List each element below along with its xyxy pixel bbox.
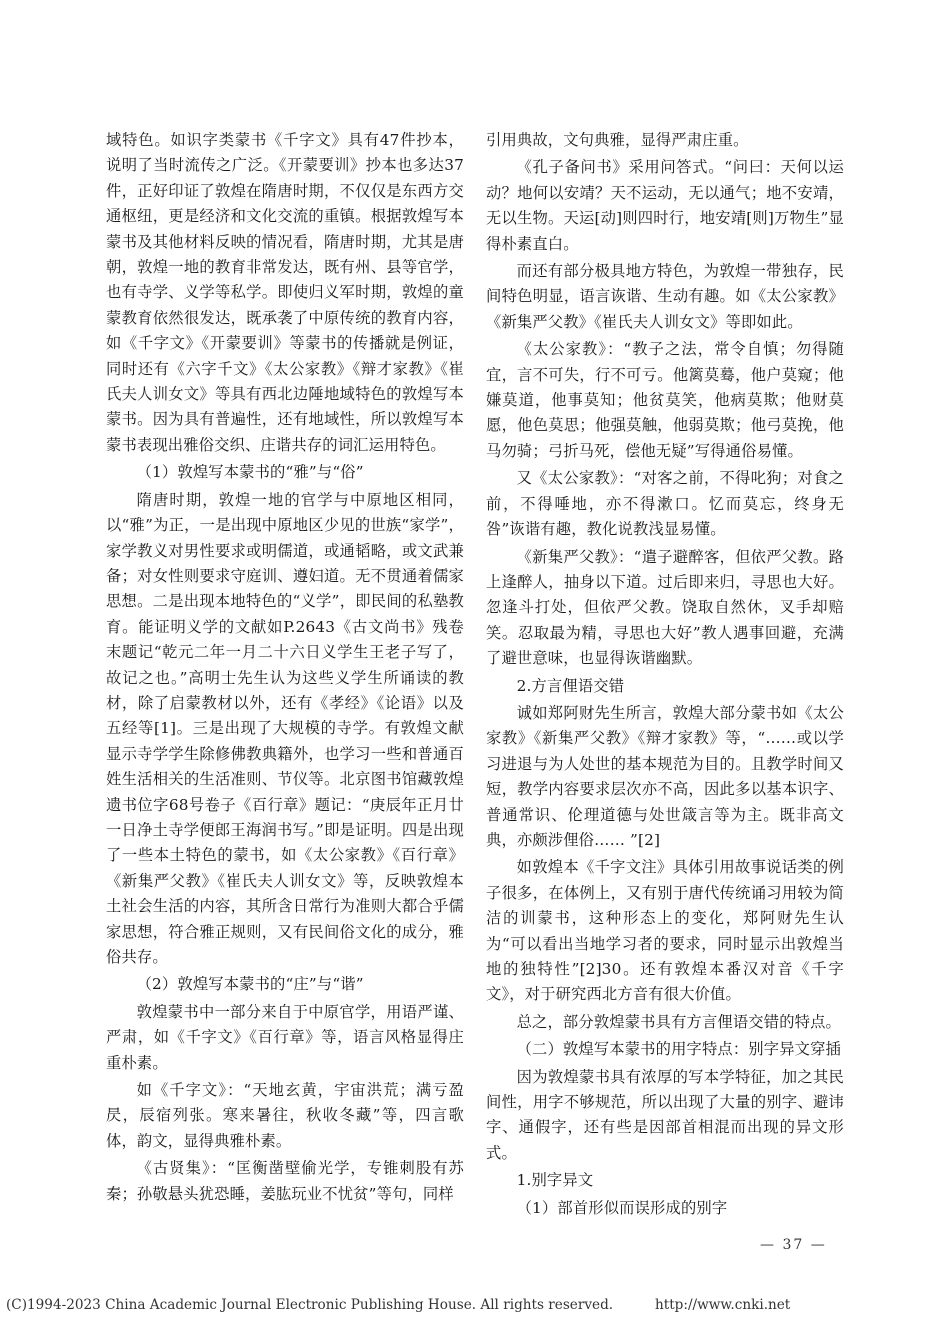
paragraph: 总之，部分敦煌蒙书具有方言俚语交错的特点。 [516,1012,841,1031]
paragraph: 《新集严父教》：“遣子避醉客，但依严父教。路上逢醉人，抽身以下道。过后即来归，寻思也大好。忽逢斗打处，但依严父教。饶取自然休，叉手却赔笑。忍取最为精，寻思也大好”教人遇事回避，充满了避世意味，也显得诙谐幽默。 [486,547,844,668]
paragraph: 2.方言俚语交错 [516,676,625,695]
paragraph: 诚如郑阿财先生所言，敦煌大部分蒙书如《太公家教》《新集严父教》《辩才家教》等，“……或以学习进退与为人处世的基本规范为目的。且教学时间又短，教学内容要求层次亦不高，因此多以基本识字、普通常识、伦理道德与处世箴言等为主。既非高文典，亦颇涉俚俗…… ”[2] [486,703,844,849]
paragraph: 《孔子备问书》采用问答式。“问曰：天何以运动？地何以安靖？天不运动，无以通气；地不安靖，无以生物。天运[动]则四时行，地安靖[则]万物生”显得朴素直白。 [486,158,844,253]
paragraph: 《古贤集》：“匡衡凿壁偷光学，专锥刺股有苏秦；孙敬悬头犹恐睡，姜肱玩业不忧贫”等句，同样 [106,1159,464,1203]
paragraph: 《太公家教》：“教子之法，常令自慎；勿得随宜，言不可失，行不可亏。他篱莫蓦，他户莫窥；他嫌莫道，他事莫知；他贫莫笑，他病莫欺；他财莫愿，他色莫思；他强莫触，他弱莫欺；他弓莫挽，他马勿骑；弓折马死，偿他无疑”写得通俗易懂。 [486,340,844,460]
paragraph: 又《太公家教》：“对客之前，不得叱狗；对食之前，不得唾地，亦不得漱口。忆而莫忘，终身无咎”诙谐有趣，教化说教浅显易懂。 [486,469,844,539]
paragraph: （二）敦煌写本蒙书的用字特点：别字异文穿插 [516,1040,841,1059]
left-column [106,128,464,1209]
cnki-link[interactable]: http://www.cnki.net [655,1297,791,1313]
paragraph: 如敦煌本《千字文注》具体引用故事说话类的例子很多，在体例上，又有别于唐代传统诵习用较为简洁的训蒙书，这种形态上的变化，郑阿财先生认为“可以看出当地学习者的要求，同时显示出敦煌当地的独特性”[2]30。还有敦煌本番汉对音《千字文》，对于研究西北方音有很大价值。 [486,858,844,1004]
right-column [486,128,844,1223]
copyright-notice: (C)1994-2023 China Academic Journal Electronic Publishing House. All rights reserved. [6,1297,614,1313]
paragraph: 因为敦煌蒙书具有浓厚的写本学特征，加之其民间性，用字不够规范，所以出现了大量的别字、避讳字、通假字，还有些是因部首相混而出现的异文形式。 [486,1067,844,1162]
paragraph: 引用典故，文句典雅，显得严肃庄重。 [486,131,749,149]
paragraph: 域特色。如识字类蒙书《千字文》具有47件抄本，说明了当时流传之广泛。《开蒙要训》抄本也多达37件，正好印证了敦煌在隋唐时期，不仅仅是东西方交通枢纽，更是经济和文化交流的重镇。根据敦煌写本蒙书及其他材料反映的情况看，隋唐时期，尤其是唐朝，敦煌一地的教育非常发达，既有州、县等官学，也有寺学、义学等私学。即使归义军时期，敦煌的童蒙教育依然很发达，既承袭了中原传统的教育内容，如《千字文》《开蒙要训》等蒙书的传播就是例证，同时还有《六字千文》《太公家教》《辩才家教》《崔氏夫人训女文》等具有西北边陲地域特色的敦煌写本蒙书。因为具有普遍性，还有地域性，所以敦煌写本蒙书表现出雅俗交织、庄谐共存的词汇运用特色。 [106,131,464,454]
page-number: — 37 — [760,1237,827,1253]
paragraph: 而还有部分极具地方特色，为敦煌一带独存，民间特色明显，语言诙谐、生动有趣。如《太公家教》《新集严父教》《崔氏夫人训女文》等即如此。 [486,262,844,331]
paragraph: 敦煌蒙书中一部分来自于中原官学，用语严谨、严肃，如《千字文》《百行章》等，语言风格显得庄重朴素。 [106,1002,464,1072]
paragraph: 隋唐时期，敦煌一地的官学与中原地区相同，以“雅”为正，一是出现中原地区少见的世族“家学”，家学教义对男性要求或明儒道，或通韬略，或文武兼备；对女性则要求守庭训、遵妇道。无不贯通着儒家思想。二是出现本地特色的“义学”，即民间的私塾教育。能证明义学的文献如P.2643《古文尚书》残卷末题记“乾元二年一月二十六日义学生王老子写了，故记之也。”高明士先生认为这些义学生所诵读的教材，除了启蒙教材以外，还有《孝经》《论语》以及五经等[1]。三是出现了大规模的寺学。有敦煌文献显示寺学学生除修佛教典籍外，也学习一些和普通百姓生活相关的生活准则、节仪等。北京图书馆藏敦煌遗书位字68号卷子《百行章》题记：“庚辰年正月廿一日净土寺学便郎王海润书写。”即是证明。四是出现了一些本土特色的蒙书，如《太公家教》《百行章》《新集严父教》《崔氏夫人训女文》等，反映敦煌本土社会生活的内容，其所含日常行为准则大都合乎儒家思想，符合雅正规则，又有民间俗文化的成分，雅俗共存。 [106,490,464,966]
paragraph: （1）部首形似而误形成的别字 [516,1198,728,1217]
paragraph: （2）敦煌写本蒙书的“庄”与“谐” [136,975,364,994]
paragraph: （1）敦煌写本蒙书的“雅”与“俗” [136,463,364,482]
paragraph: 如《千字文》：“天地玄黄，宇宙洪荒；满亏盈昃，辰宿列张。寒来暑往，秋收冬藏”等，四言歌体，韵文，显得典雅朴素。 [106,1081,464,1150]
paragraph: 1.别字异文 [516,1171,594,1190]
